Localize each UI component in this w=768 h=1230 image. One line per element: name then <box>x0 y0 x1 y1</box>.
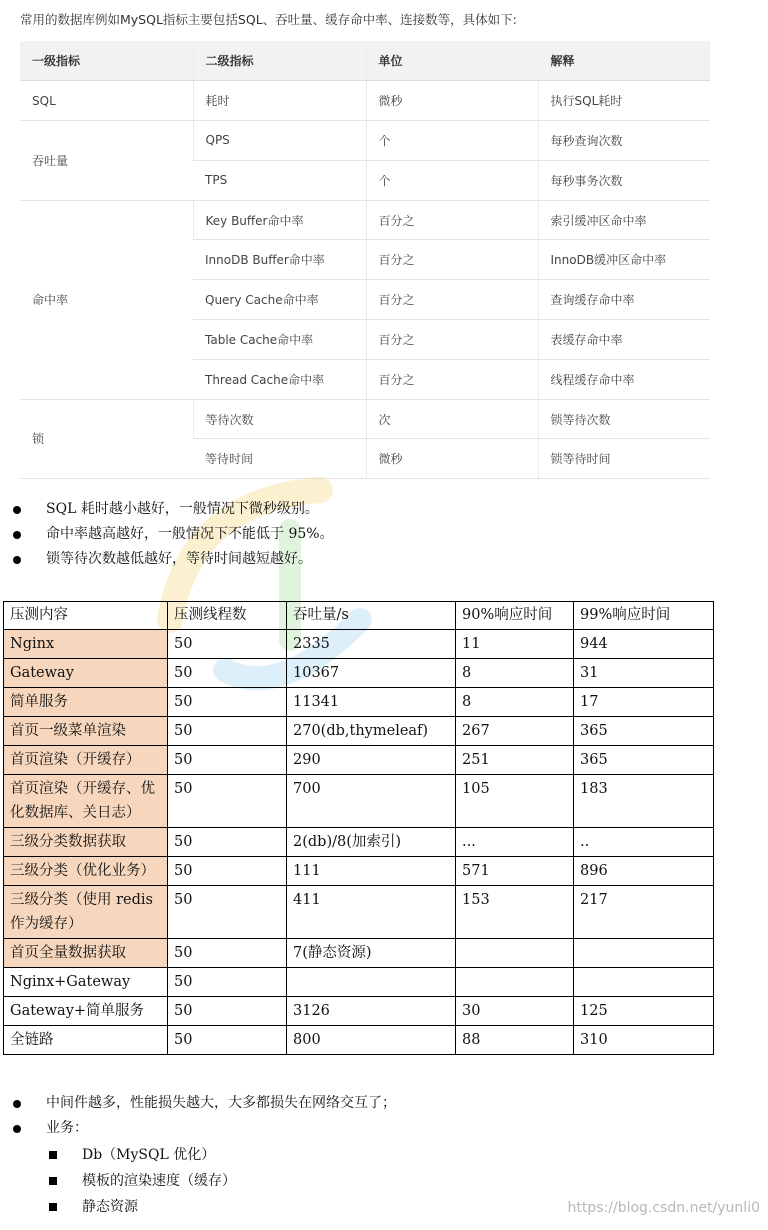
perf-cell-name: Nginx <box>4 630 168 659</box>
metrics-desc-cell: 表缓存命中率 <box>538 320 710 360</box>
metrics-desc-cell: 每秒事务次数 <box>538 160 710 200</box>
bullet-dot-icon <box>13 1125 21 1133</box>
perf-row <box>4 717 714 746</box>
metrics-desc-cell: 锁等待时间 <box>538 439 710 479</box>
metrics-group-cell: SQL <box>20 81 193 121</box>
perf-header-cell: 吞吐量/s <box>287 602 456 630</box>
perf-row <box>4 857 714 886</box>
sub-list-business <box>0 1142 236 1220</box>
perf-cell-p90 <box>456 968 574 997</box>
list-item <box>0 497 334 522</box>
perf-header-cell: 压测线程数 <box>168 602 287 630</box>
list-item <box>0 522 334 547</box>
metrics-row <box>20 121 710 161</box>
list-item <box>0 1142 236 1168</box>
metrics-sub-cell: QPS <box>193 121 366 161</box>
list-item-text: 静态资源 <box>82 1199 138 1215</box>
metrics-sub-cell: Thread Cache命中率 <box>193 359 366 399</box>
perf-cell-p99: 17 <box>574 688 714 717</box>
list-item-text: Db（MySQL 优化） <box>82 1147 216 1163</box>
metrics-sub-cell: Table Cache命中率 <box>193 320 366 360</box>
perf-cell-threads: 50 <box>168 997 287 1026</box>
metrics-unit-cell: 百分之 <box>366 240 538 280</box>
list-item-text: SQL 耗时越小越好，一般情况下微秒级别。 <box>46 501 319 517</box>
perf-cell-threads: 50 <box>168 717 287 746</box>
perf-cell-name: 全链路 <box>4 1026 168 1055</box>
perf-header-cell: 压测内容 <box>4 602 168 630</box>
perf-cell-threads: 50 <box>168 886 287 939</box>
perf-cell-p99: .. <box>574 828 714 857</box>
perf-header-row <box>4 602 714 630</box>
list-item-text: 锁等待次数越低越好，等待时间越短越好。 <box>46 551 312 567</box>
perf-cell-p90: 8 <box>456 688 574 717</box>
perf-cell-p99: 310 <box>574 1026 714 1055</box>
perf-cell-name: Gateway <box>4 659 168 688</box>
metrics-table <box>20 41 710 479</box>
metrics-unit-cell: 百分之 <box>366 280 538 320</box>
perf-header-cell: 90%响应时间 <box>456 602 574 630</box>
perf-cell-name: 首页渲染（开缓存、优化数据库、关日志） <box>4 775 168 828</box>
perf-cell-p99: 365 <box>574 746 714 775</box>
perf-cell-p90: 105 <box>456 775 574 828</box>
list-item <box>0 547 334 572</box>
metrics-unit-cell: 个 <box>366 160 538 200</box>
perf-row <box>4 939 714 968</box>
perf-row <box>4 886 714 939</box>
perf-cell-p90: 8 <box>456 659 574 688</box>
metrics-unit-cell: 百分之 <box>366 200 538 240</box>
perf-cell-threads: 50 <box>168 857 287 886</box>
metrics-sub-cell: InnoDB Buffer命中率 <box>193 240 366 280</box>
list-item <box>0 1194 236 1220</box>
perf-row <box>4 968 714 997</box>
metrics-desc-cell: InnoDB缓冲区命中率 <box>538 240 710 280</box>
perf-cell-threads: 50 <box>168 775 287 828</box>
metrics-group-cell: 锁 <box>20 399 193 479</box>
perf-cell-p90: 267 <box>456 717 574 746</box>
perf-header-cell: 99%响应时间 <box>574 602 714 630</box>
bullet-dot-icon <box>13 1100 21 1108</box>
perf-cell-p90: ... <box>456 828 574 857</box>
footer-watermark: https://blog.csdn.net/yunli0 <box>567 1200 760 1216</box>
perf-cell-p99: 365 <box>574 717 714 746</box>
metrics-unit-cell: 个 <box>366 121 538 161</box>
perf-cell-threads: 50 <box>168 688 287 717</box>
metrics-row <box>20 200 710 240</box>
metrics-row <box>20 81 710 121</box>
bullet-list-summary <box>0 1091 396 1141</box>
metrics-unit-cell: 次 <box>366 399 538 439</box>
list-item-text: 中间件越多，性能损失越大，大多都损失在网络交互了； <box>46 1095 396 1111</box>
perf-row <box>4 775 714 828</box>
perf-cell-tput <box>287 968 456 997</box>
perf-cell-p99 <box>574 968 714 997</box>
perf-cell-p90: 153 <box>456 886 574 939</box>
perf-row <box>4 1026 714 1055</box>
bullet-dot-icon <box>13 531 21 539</box>
metrics-unit-cell: 百分之 <box>366 359 538 399</box>
metrics-unit-cell: 百分之 <box>366 320 538 360</box>
perf-cell-p99: 217 <box>574 886 714 939</box>
list-item-text: 业务： <box>46 1120 88 1136</box>
metrics-sub-cell: Query Cache命中率 <box>193 280 366 320</box>
perf-cell-tput: 2335 <box>287 630 456 659</box>
perf-row <box>4 659 714 688</box>
square-bullet-icon <box>49 1151 57 1159</box>
metrics-row <box>20 399 710 439</box>
perf-cell-p99: 31 <box>574 659 714 688</box>
perf-cell-tput: 800 <box>287 1026 456 1055</box>
perf-row <box>4 688 714 717</box>
metrics-header-cell: 一级指标 <box>20 41 193 81</box>
metrics-desc-cell: 索引缓冲区命中率 <box>538 200 710 240</box>
metrics-sub-cell: 耗时 <box>193 81 366 121</box>
perf-cell-name: 三级分类（使用 redis 作为缓存） <box>4 886 168 939</box>
perf-cell-tput: 700 <box>287 775 456 828</box>
bullet-dot-icon <box>13 556 21 564</box>
list-item <box>0 1116 396 1141</box>
metrics-unit-cell: 微秒 <box>366 81 538 121</box>
perf-cell-p99: 125 <box>574 997 714 1026</box>
perf-table <box>3 601 714 1055</box>
perf-row <box>4 746 714 775</box>
perf-cell-p99 <box>574 939 714 968</box>
perf-cell-threads: 50 <box>168 630 287 659</box>
perf-row <box>4 630 714 659</box>
metrics-group-cell: 吞吐量 <box>20 121 193 201</box>
metrics-sub-cell: 等待时间 <box>193 439 366 479</box>
metrics-desc-cell: 每秒查询次数 <box>538 121 710 161</box>
perf-cell-name: 首页全量数据获取 <box>4 939 168 968</box>
perf-cell-p90: 11 <box>456 630 574 659</box>
list-item-text: 模板的渲染速度（缓存） <box>82 1173 236 1189</box>
metrics-sub-cell: Key Buffer命中率 <box>193 200 366 240</box>
perf-row <box>4 828 714 857</box>
metrics-desc-cell: 执行SQL耗时 <box>538 81 710 121</box>
metrics-header-cell: 解释 <box>538 41 710 81</box>
perf-cell-name: 简单服务 <box>4 688 168 717</box>
metrics-desc-cell: 查询缓存命中率 <box>538 280 710 320</box>
perf-cell-threads: 50 <box>168 828 287 857</box>
metrics-group-cell: 命中率 <box>20 200 193 399</box>
perf-cell-threads: 50 <box>168 1026 287 1055</box>
perf-cell-name: 首页一级菜单渲染 <box>4 717 168 746</box>
perf-cell-tput: 3126 <box>287 997 456 1026</box>
perf-cell-name: 三级分类数据获取 <box>4 828 168 857</box>
bullet-dot-icon <box>13 506 21 514</box>
list-item <box>0 1091 396 1116</box>
perf-cell-name: 三级分类（优化业务） <box>4 857 168 886</box>
perf-cell-p99: 944 <box>574 630 714 659</box>
perf-cell-threads: 50 <box>168 659 287 688</box>
perf-cell-tput: 270(db,thymeleaf) <box>287 717 456 746</box>
metrics-header-cell: 单位 <box>366 41 538 81</box>
metrics-unit-cell: 微秒 <box>366 439 538 479</box>
perf-cell-tput: 11341 <box>287 688 456 717</box>
perf-cell-threads: 50 <box>168 939 287 968</box>
metrics-desc-cell: 锁等待次数 <box>538 399 710 439</box>
square-bullet-icon <box>49 1203 57 1211</box>
list-item-text: 命中率越高越好，一般情况下不能低于 95%。 <box>46 526 334 542</box>
list-item <box>0 1168 236 1194</box>
metrics-sub-cell: TPS <box>193 160 366 200</box>
perf-cell-p90 <box>456 939 574 968</box>
perf-cell-name: 首页渲染（开缓存） <box>4 746 168 775</box>
perf-cell-p99: 896 <box>574 857 714 886</box>
square-bullet-icon <box>49 1177 57 1185</box>
perf-cell-tput: 10367 <box>287 659 456 688</box>
perf-cell-tput: 2(db)/8(加索引) <box>287 828 456 857</box>
perf-cell-p90: 88 <box>456 1026 574 1055</box>
perf-row <box>4 997 714 1026</box>
perf-cell-threads: 50 <box>168 968 287 997</box>
metrics-header-cell: 二级指标 <box>193 41 366 81</box>
perf-cell-tput: 411 <box>287 886 456 939</box>
perf-cell-p90: 30 <box>456 997 574 1026</box>
metrics-desc-cell: 线程缓存命中率 <box>538 359 710 399</box>
perf-cell-name: Gateway+简单服务 <box>4 997 168 1026</box>
perf-cell-tput: 7(静态资源) <box>287 939 456 968</box>
metrics-sub-cell: 等待次数 <box>193 399 366 439</box>
perf-cell-p90: 251 <box>456 746 574 775</box>
perf-cell-p90: 571 <box>456 857 574 886</box>
perf-cell-threads: 50 <box>168 746 287 775</box>
intro-text: 常用的数据库例如MySQL指标主要包括SQL、吞吐量、缓存命中率、连接数等，具体如下: <box>20 12 517 27</box>
bullet-list-metrics <box>0 497 334 572</box>
perf-cell-name: Nginx+Gateway <box>4 968 168 997</box>
metrics-header-row <box>20 41 710 81</box>
perf-cell-p99: 183 <box>574 775 714 828</box>
perf-cell-tput: 111 <box>287 857 456 886</box>
perf-cell-tput: 290 <box>287 746 456 775</box>
